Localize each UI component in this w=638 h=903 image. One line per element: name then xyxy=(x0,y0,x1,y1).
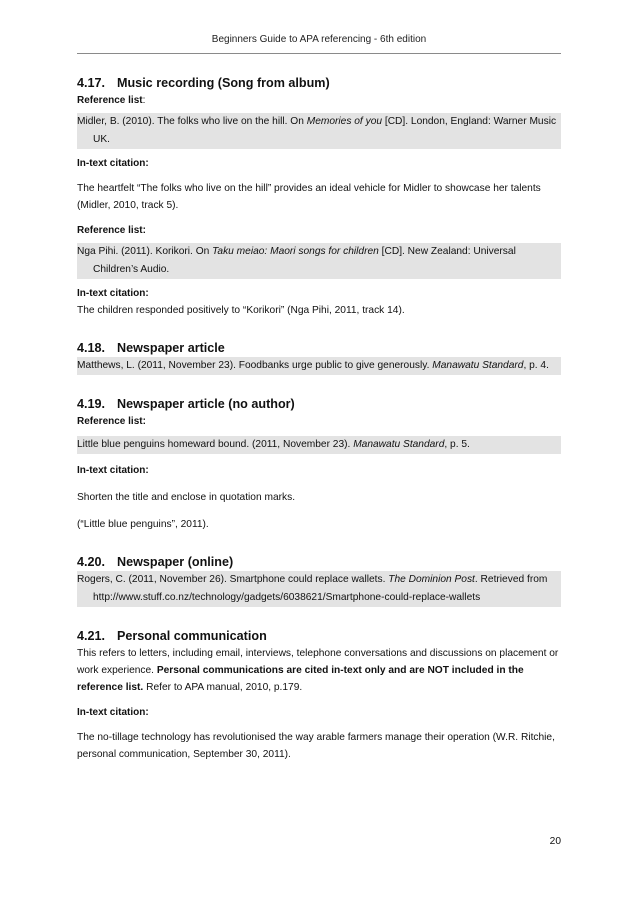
page-content xyxy=(77,74,561,763)
in-text-citation-label: In-text citation: xyxy=(77,158,149,169)
in-text-citation-label: In-text citation: xyxy=(77,707,149,718)
page-number: 20 xyxy=(549,836,561,847)
in-text-example: The children responded positively to “Korikori” (Nga Pihi, 2011, track 14). xyxy=(77,305,405,316)
section-heading-4-19: 4.19. Newspaper article (no author) xyxy=(77,397,295,411)
reference-entry: Rogers, C. (2011, November 26). Smartphone could replace wallets. The Dominion Post. Retrieved from http://www.stuff.co.nz/technology/gadgets/6038621/Smartphone-could-replace-wallets xyxy=(77,571,561,607)
instruction-text: Shorten the title and enclose in quotation marks. xyxy=(77,492,296,503)
header-divider xyxy=(77,53,561,54)
section-title: Music recording (Song from album) xyxy=(117,76,330,90)
reference-entry: Little blue penguins homeward bound. (2011, November 23). Manawatu Standard, p. 5. xyxy=(77,436,561,454)
in-text-example: The heartfelt “The folks who live on the hill” provides an ideal vehicle for Midler to showcase her talents (Midler, 2010, track 5). xyxy=(77,183,541,211)
section-heading-4-18: 4.18. Newspaper article xyxy=(77,341,225,355)
reference-entry: Matthews, L. (2011, November 23). Foodbanks urge public to give generously. Manawatu Standard, p. 4. xyxy=(77,357,561,375)
section-heading-4-20: 4.20. Newspaper (online) xyxy=(77,555,234,569)
section-number: 4.17. xyxy=(77,76,106,90)
reference-entry: Midler, B. (2010). The folks who live on the hill. On Memories of you [CD]. London, England: Warner Music UK. xyxy=(77,113,561,149)
reference-list-label: Reference list: xyxy=(77,416,146,427)
in-text-citation-label: In-text citation: xyxy=(77,465,149,476)
reference-list-label: Reference list: xyxy=(77,95,146,106)
reference-entry: Nga Pihi. (2011). Korikori. On Taku meiao: Maori songs for children [CD]. New Zealand: Universal Children’s Audio. xyxy=(77,243,561,279)
running-header: Beginners Guide to APA referencing - 6th edition xyxy=(211,34,427,45)
section-heading-4-17 xyxy=(77,74,561,92)
in-text-example: The no-tillage technology has revolutionised the way arable farmers manage their operation (W.R. Ritchie, personal communication, September 30, 2011). xyxy=(77,732,555,760)
reference-list-label: Reference list: xyxy=(77,225,146,236)
body-paragraph: This refers to letters, including email, interviews, telephone conversations and discussions on placement or work experience. Personal communications are cited in-text only and are NOT included in the reference list. Refer to APA manual, 2010, p.179. xyxy=(77,648,559,693)
section-heading-4-21: 4.21. Personal communication xyxy=(77,629,267,643)
in-text-citation-label: In-text citation: xyxy=(77,288,149,299)
in-text-example: (“Little blue penguins”, 2011). xyxy=(77,519,209,530)
